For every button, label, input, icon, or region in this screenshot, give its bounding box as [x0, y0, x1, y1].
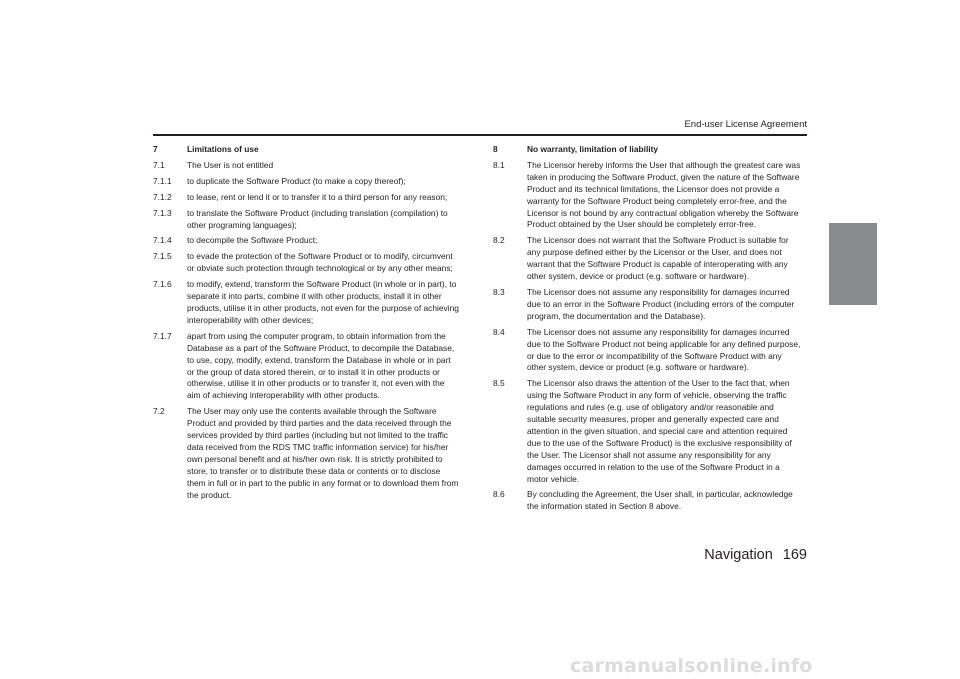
clause	[153, 192, 459, 204]
clause	[153, 208, 459, 232]
clause	[493, 378, 803, 485]
header-title: End-user License Agreement	[684, 119, 807, 130]
section-heading-text: Limitations of use	[187, 144, 259, 154]
clause	[153, 279, 459, 327]
watermark: carmanualsonline.info	[570, 655, 813, 677]
clause	[493, 160, 803, 231]
header-divider	[153, 134, 807, 136]
clause-number: 7.1.3	[153, 207, 172, 218]
footer-section-title: Navigation	[704, 547, 773, 563]
clause	[493, 327, 803, 375]
section-heading	[153, 144, 459, 156]
left-column	[153, 144, 459, 505]
page-number: 169	[782, 547, 807, 563]
clause	[493, 287, 803, 323]
clause-number: 7.1.4	[153, 235, 172, 246]
clause-text: The Licensor does not warrant that the Software Product is suitable for any purpose defined either by the Licensor or the User, and does not warrant that the Software Product is capable of interoperating with any other system, device or product (e.g. software or hardware).	[527, 235, 789, 282]
clause-number: 7.1.2	[153, 191, 172, 202]
clause-text: to modify, extend, transform the Software Product (in whole or in part), to separate it into parts, combine it with other products, install it in other products, utilise it in other products, not even for the purpose of achieving interoperability with other devices;	[187, 279, 459, 325]
clause-number: 7.1	[153, 159, 165, 170]
clause-number: 8	[493, 144, 498, 154]
clause	[153, 176, 459, 188]
section-heading-text: No warranty, limitation of liability	[527, 144, 659, 154]
clause	[153, 406, 459, 501]
clause-text: to duplicate the Software Product (to make a copy thereof);	[187, 175, 406, 186]
clause-text: to translate the Software Product (including translation (compilation) to other programing languages);	[187, 207, 448, 230]
clause-number: 7.1.1	[153, 175, 172, 186]
clause-text: to decompile the Software Product;	[187, 235, 318, 246]
clause-number: 8.6	[493, 489, 505, 500]
section-heading	[493, 144, 803, 156]
clause-number: 8.1	[493, 159, 505, 170]
clause	[493, 489, 803, 513]
clause-text: The User is not entitled	[187, 159, 274, 170]
clause-text: The Licensor also draws the attention of the User to the fact that, when using the Software Product in any form of vehicle, observing the traffic regulations and rules (e.g. use of obligatory and/or reasonable and suitable security measures, proper and generally expected care and attention in the given situation, and special care and attention required due to the use of the Software Product) is the exclusive responsibility of the User. The Licensor shall not assume any responsibility for any damages occurred in relation to the use of the Software Product in a motor vehicle.	[527, 378, 792, 484]
clause	[153, 160, 459, 172]
clause-number: 8.5	[493, 378, 505, 389]
clause-text: to evade the protection of the Software Product or to modify, circumvent or obviate such protection through technological or by any other means;	[187, 251, 453, 274]
clause-text: The User may only use the contents available through the Software Product and provided by third parties and the data received through the services provided by third parties (including but not limited to the traffic data received from the RDS TMC traffic information service) for his/her own personal benefit and at his/her own risk. It is strictly prohibited to store, to transfer or to distribute these data or contents or to disclose them in full or in part to the public in any format or to download them from the product.	[187, 406, 459, 500]
clause-number: 7.1.7	[153, 330, 172, 341]
clause-number: 7	[153, 144, 158, 154]
clause	[153, 331, 459, 402]
clause-text: The Licensor does not assume any responsibility for damages incurred due to an error in the Software Product (including errors of the computer program, the documentation and the Database).	[527, 286, 795, 321]
clause-number: 8.3	[493, 286, 505, 297]
clause-text: By concluding the Agreement, the User shall, in particular, acknowledge the information stated in Section 8 above.	[527, 489, 793, 512]
right-column	[493, 144, 803, 517]
clause-text: The Licensor does not assume any responsibility for damages incurred due to the Software Product not being applicable for any defined purpose, or due to the error or incompatibility of the Software Product with any other system, device or product (e.g. software or hardware).	[527, 326, 801, 373]
clause-text: The Licensor hereby informs the User that although the greatest care was taken in producing the Software Product, given the nature of the Software Product and its technical limitations, the Licensor does not provide a warranty for the Software Product being completely error-free, and the Licensor is not bound by any contractual obligation whereby the Software Product obtained by the User should be completely error-free.	[527, 159, 801, 230]
clause-number: 8.4	[493, 326, 505, 337]
page-footer	[704, 547, 807, 563]
clause-number: 7.1.5	[153, 251, 172, 262]
clause	[493, 235, 803, 283]
clause-number: 7.2	[153, 406, 165, 417]
clause	[153, 235, 459, 247]
clause-text: apart from using the computer program, to obtain information from the Database as a part of the Software Product, to decompile the Database, to use, copy, modify, extend, transform the Database in whole or in part or the group of data stored therein, or to install it in other products or otherwise, utilise it in other products or to transfer it, not even with the aim of achieving interoperability with other products.	[187, 330, 455, 401]
clause-text: to lease, rent or lend it or to transfer it to a third person for any reason;	[187, 191, 448, 202]
chapter-side-tab	[829, 223, 877, 305]
clause-number: 8.2	[493, 235, 505, 246]
clause	[153, 251, 459, 275]
clause-number: 7.1.6	[153, 279, 172, 290]
